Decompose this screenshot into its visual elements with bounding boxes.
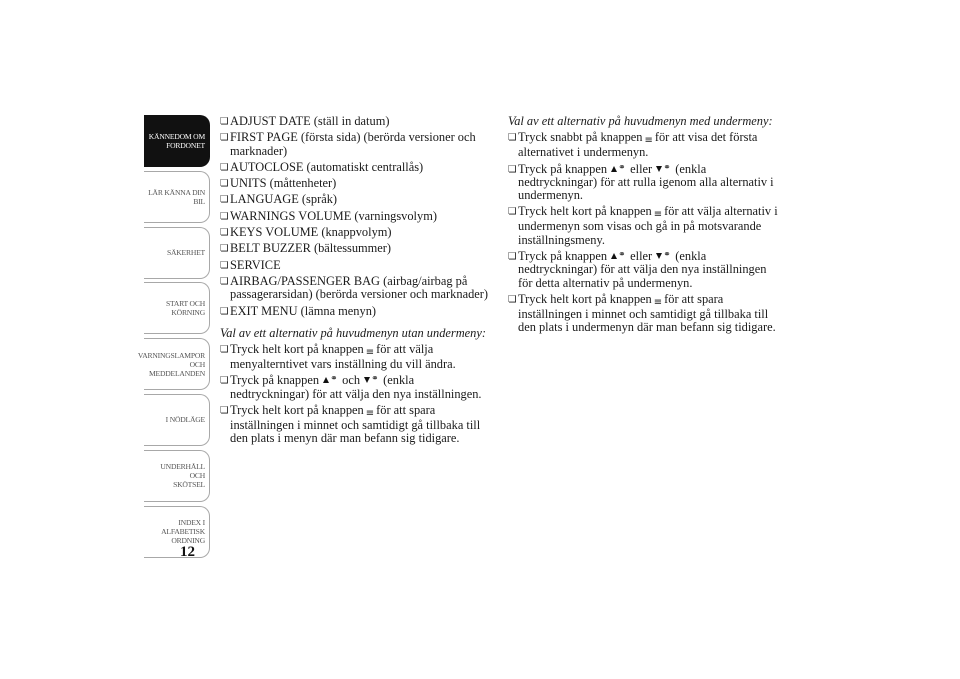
menu-esc-button-icon: ≡ [653,209,663,221]
instruction-step: ❏ Tryck snabbt på knappen ≡ för att visa det första alternativet i undermenyn. [508,131,783,159]
tab-label: KÄNNEDOM OM FORDONET [148,132,205,150]
tab-underhall-och-skotsel[interactable] [144,450,210,502]
list-item: ❏ BELT BUZZER (bältessummer) [220,242,495,255]
list-item: ❏ ADJUST DATE (ställ in datum) [220,115,495,128]
list-item: ❏ AUTOCLOSE (automatiskt centrallås) [220,161,495,174]
list-item: ❏ SERVICE [220,259,495,272]
instruction-step: ❏ Tryck helt kort på knappen ≡ för att välja menyalterntivet vars inställning du vill ändra. [220,343,495,371]
tab-kannedom-om-fordonet[interactable] [144,115,210,167]
tab-label: SÄKERHET [166,248,205,258]
instruction-step: ❏ Tryck helt kort på knappen ≡ för att välja alternativ i undermenyn som visas och gå in på motsvarande inställningsmeny. [508,205,783,247]
section-heading: Val av ett alternativ på huvudmenyn utan undermeny: [220,325,486,340]
tab-start-och-korning[interactable] [144,282,210,334]
tab-index[interactable] [144,506,210,558]
down-button-icon: ⚭ [656,163,674,174]
instruction-step: ❏ Tryck på knappen ⚭ eller ⚭ (enkla nedtryckningar) för att rulla igenom alla alternativ i undermenyn. [508,163,783,203]
instruction-step: ❏ Tryck på knappen ⚭ och ⚭ (enkla nedtryckningar) för att välja den nya inställningen. [220,374,495,401]
tab-label: VARNINGSLAMPOR OCH MEDDELANDEN [137,350,205,378]
tab-label: START OCH KÖRNING [166,299,205,318]
left-column [220,115,495,449]
menu-esc-button-icon: ≡ [365,347,375,359]
tab-varningslampor[interactable] [137,338,210,390]
down-button-icon: ⚭ [656,250,674,261]
tab-label: LÄR KÄNNA DIN BIL [148,187,205,206]
up-button-icon: ⚭ [323,374,341,385]
instruction-step: ❏ Tryck helt kort på knappen ≡ för att spara inställningen i minnet och samtidigt gå tillbaka till den plats i menyn där man befann sig tidigare. [220,404,495,446]
tab-label: UNDERHÅLL OCH SKÖTSEL [160,462,205,490]
chapter-tabs [137,115,210,561]
list-item: ❏ WARNINGS VOLUME (varningsvolym) [220,210,495,223]
tab-label: I NÖDLÄGE [165,415,205,425]
up-button-icon: ⚭ [611,250,629,261]
instruction-step: ❏ Tryck helt kort på knappen ≡ för att spara inställningen i minnet och samtidigt gå tillbaka till den plats i undermenyn där man befann sig tidigare. [508,293,783,335]
tab-lar-kanna-din-bil[interactable] [144,171,210,223]
list-item: ❏ LANGUAGE (språk) [220,193,495,206]
menu-esc-button-icon: ≡ [644,135,653,147]
list-item: ❏ FIRST PAGE (första sida) (berörda versioner och marknader) [220,131,495,158]
page-number: 12 [180,544,195,560]
tab-label: INDEX I ALFABETISK ORDNING [161,518,205,546]
menu-esc-button-icon: ≡ [653,296,663,308]
tab-i-nodlage[interactable] [144,394,210,446]
menu-esc-button-icon: ≡ [365,408,375,420]
down-button-icon: ⚭ [364,374,382,385]
list-item: ❏ UNITS (måttenheter) [220,177,495,190]
up-button-icon: ⚭ [611,163,629,174]
section-heading: Val av ett alternativ på huvudmenyn med undermeny: [508,114,773,128]
list-item: ❏ EXIT MENU (lämna menyn) [220,305,495,318]
list-item: ❏ KEYS VOLUME (knappvolym) [220,226,495,239]
list-item: ❏ AIRBAG/PASSENGER BAG (airbag/airbag på passagerarsidan) (berörda versioner och marknader) [220,275,495,302]
tab-sakerhet[interactable] [144,227,210,279]
right-column [508,115,783,338]
instruction-step: ❏ Tryck på knappen ⚭ eller ⚭ (enkla nedtryckningar) för att välja den nya inställningen för detta alternativ på undermenyn. [508,250,783,290]
